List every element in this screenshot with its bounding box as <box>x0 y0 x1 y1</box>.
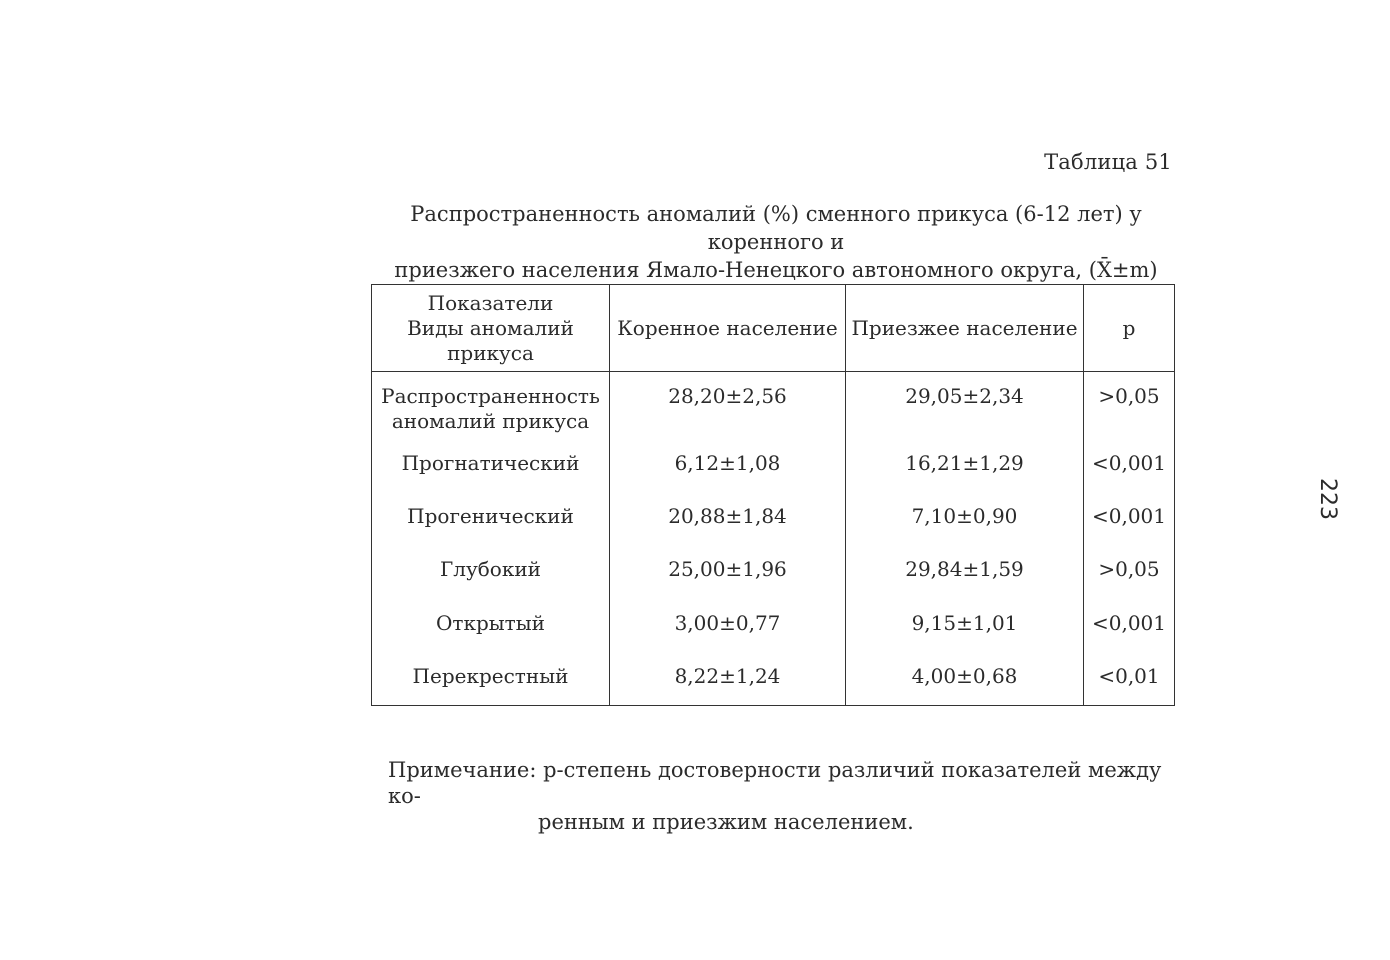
header-native-population: Коренное население <box>610 285 846 372</box>
table-caption <box>356 200 1196 284</box>
row-name: Перекрестный <box>372 664 610 706</box>
row-name <box>372 372 610 452</box>
table-row <box>372 611 1175 664</box>
cell-native: 3,00±0,77 <box>610 611 846 664</box>
caption-line-1: Распространенность аномалий (%) сменного прикуса (6-12 лет) у коренного и <box>410 202 1142 254</box>
cell-newcomer: 4,00±0,68 <box>846 664 1084 706</box>
cell-p: <0,01 <box>1084 664 1175 706</box>
anomalies-table <box>371 284 1175 706</box>
header-p-value: р <box>1084 285 1175 372</box>
table-row <box>372 664 1175 706</box>
row-name-line-2: аномалий прикуса <box>391 409 590 433</box>
row-name: Прогенический <box>372 504 610 557</box>
table-row <box>372 504 1175 557</box>
table-header-row <box>372 285 1175 372</box>
row-name: Глубокий <box>372 557 610 610</box>
cell-native: 6,12±1,08 <box>610 451 846 504</box>
page-number: 223 <box>1315 478 1340 520</box>
table-row <box>372 557 1175 610</box>
header-newcomer-population: Приезжее население <box>846 285 1084 372</box>
table-number-label: Таблица 51 <box>1044 150 1172 174</box>
cell-p: <0,001 <box>1084 611 1175 664</box>
note-line-2: ренным и приезжим населением. <box>538 810 914 834</box>
cell-p: >0,05 <box>1084 372 1175 452</box>
cell-native: 28,20±2,56 <box>610 372 846 452</box>
cell-p: <0,001 <box>1084 504 1175 557</box>
header-indicators-line-2: Виды аномалий <box>407 315 574 340</box>
caption-line-2: приезжего населения Ямало-Ненецкого автономного округа, (X̄±m) <box>394 258 1158 282</box>
cell-newcomer: 7,10±0,90 <box>846 504 1084 557</box>
row-name-line-1: Распространенность <box>381 384 600 408</box>
note-line-1: Примечание: р-степень достоверности различий показателей между ко- <box>388 758 1162 808</box>
row-name: Прогнатический <box>372 451 610 504</box>
cell-native: 8,22±1,24 <box>610 664 846 706</box>
cell-newcomer: 16,21±1,29 <box>846 451 1084 504</box>
header-indicators-line-1: Показатели <box>427 290 554 315</box>
cell-p: >0,05 <box>1084 557 1175 610</box>
table-row <box>372 372 1175 452</box>
cell-newcomer: 29,05±2,34 <box>846 372 1084 452</box>
cell-native: 25,00±1,96 <box>610 557 846 610</box>
cell-p: <0,001 <box>1084 451 1175 504</box>
cell-newcomer: 9,15±1,01 <box>846 611 1084 664</box>
header-indicators-line-3: прикуса <box>447 340 534 365</box>
table-note <box>388 757 1168 835</box>
table-row <box>372 451 1175 504</box>
cell-native: 20,88±1,84 <box>610 504 846 557</box>
header-indicators <box>372 285 610 372</box>
cell-newcomer: 29,84±1,59 <box>846 557 1084 610</box>
row-name: Открытый <box>372 611 610 664</box>
